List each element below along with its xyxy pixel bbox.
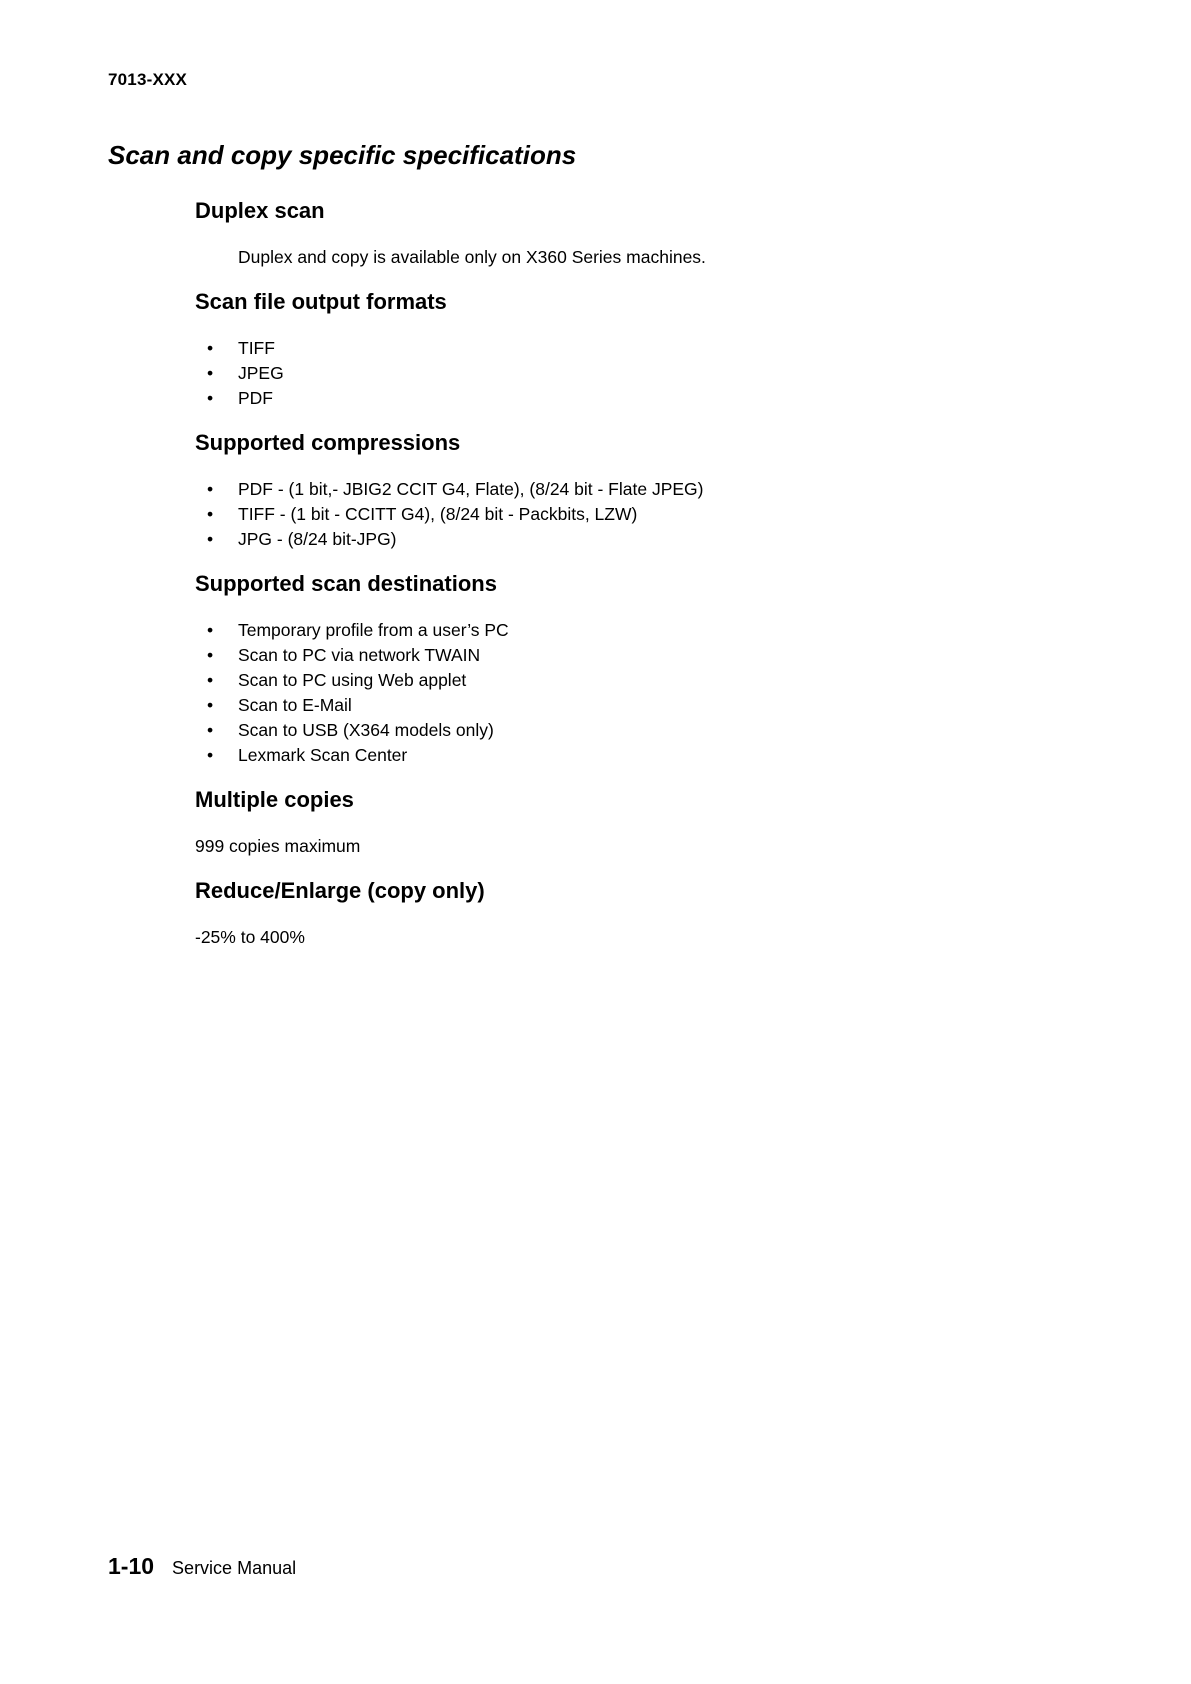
bullet-icon: • (207, 745, 214, 765)
page-title: Scan and copy specific specifications (108, 140, 577, 170)
reduce-enlarge-value: -25% to 400% (195, 927, 305, 947)
list-item: • JPEG (195, 361, 1095, 386)
bullet-icon: • (207, 504, 214, 524)
multiple-copies-value: 999 copies maximum (195, 836, 361, 856)
bullet-icon: • (207, 388, 214, 408)
bullet-icon: • (207, 695, 214, 715)
list-item: • TIFF - (1 bit - CCITT G4), (8/24 bit - Packbits, LZW) (195, 502, 1095, 527)
content-body (195, 196, 1095, 950)
bullet-icon: • (207, 645, 214, 665)
list-item: • TIFF (195, 336, 1095, 361)
list-item: • Temporary profile from a user’s PC (195, 618, 1095, 643)
duplex-scan-description: Duplex and copy is available only on X360 Series machines. (238, 247, 706, 267)
output-formats-list (195, 336, 1095, 411)
section-title-output-formats: Scan file output formats (195, 289, 447, 314)
compressions-list (195, 477, 1095, 552)
section-title-duplex-scan: Duplex scan (195, 198, 325, 223)
page-number: 1-10 (108, 1553, 155, 1579)
section-title-reduce-enlarge: Reduce/Enlarge (copy only) (195, 878, 485, 903)
bullet-icon: • (207, 620, 214, 640)
page-footer (108, 1553, 296, 1580)
document-model-header: 7013-XXX (108, 70, 188, 89)
list-item: • JPG - (8/24 bit-JPG) (195, 527, 1095, 552)
list-item: • Scan to USB (X364 models only) (195, 718, 1095, 743)
bullet-icon: • (207, 363, 214, 383)
bullet-icon: • (207, 529, 214, 549)
bullet-icon: • (207, 720, 214, 740)
section-title-scan-destinations: Supported scan destinations (195, 571, 497, 596)
list-item: • Scan to E-Mail (195, 693, 1095, 718)
bullet-icon: • (207, 670, 214, 690)
scan-destinations-list (195, 618, 1095, 768)
list-item: • Lexmark Scan Center (195, 743, 1095, 768)
list-item: • Scan to PC using Web applet (195, 668, 1095, 693)
list-item: • PDF - (1 bit,- JBIG2 CCIT G4, Flate), (8/24 bit - Flate JPEG) (195, 477, 1095, 502)
list-item: • Scan to PC via network TWAIN (195, 643, 1095, 668)
section-title-multiple-copies: Multiple copies (195, 787, 354, 812)
bullet-icon: • (207, 338, 214, 358)
list-item: • PDF (195, 386, 1095, 411)
manual-label: Service Manual (172, 1558, 297, 1578)
section-title-compressions: Supported compressions (195, 430, 461, 455)
bullet-icon: • (207, 479, 214, 499)
